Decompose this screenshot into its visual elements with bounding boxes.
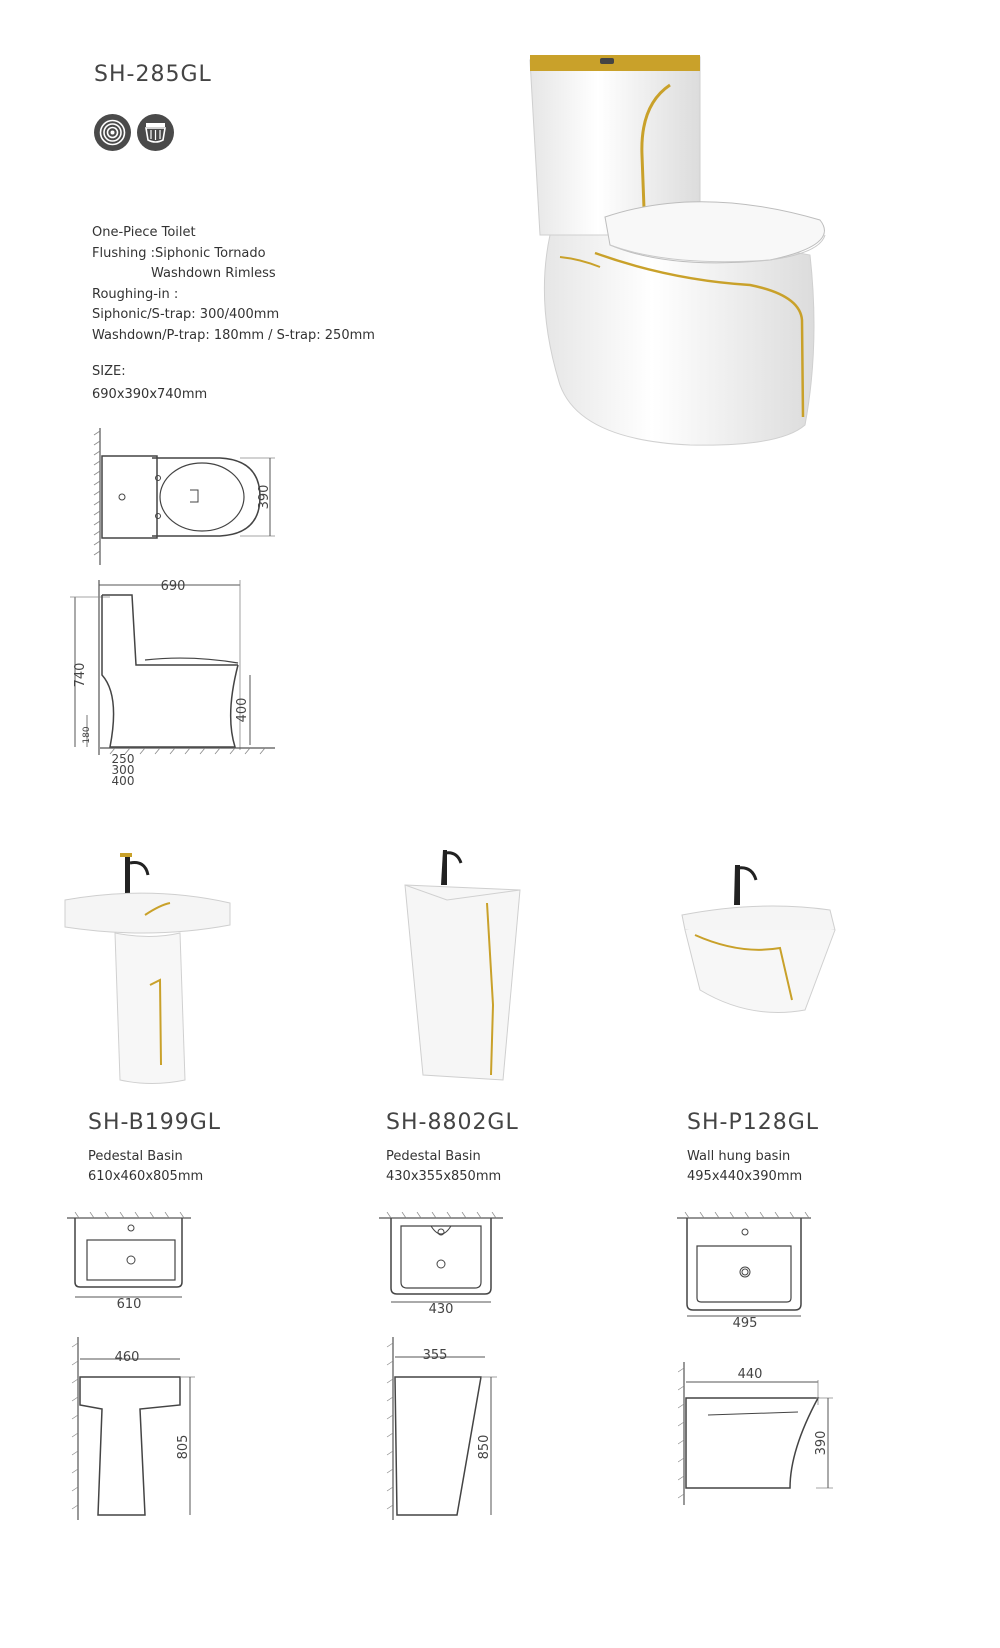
basin2-top-width-label: 430 bbox=[428, 1302, 454, 1317]
basin3-top-width-label: 495 bbox=[732, 1316, 758, 1331]
basin1-type: Pedestal Basin bbox=[88, 1149, 183, 1164]
basin3-model-title: SH-P128GL bbox=[687, 1110, 820, 1135]
toilet-model-title: SH-285GL bbox=[94, 62, 212, 87]
toilet-spec-washdown: Washdown/P-trap: 180mm / S-trap: 250mm bbox=[92, 328, 375, 343]
toilet-spec-roughing: Roughing-in : bbox=[92, 287, 179, 302]
basin1-side-depth-label: 460 bbox=[114, 1350, 140, 1365]
basin3-product-image bbox=[680, 860, 850, 1035]
basin2-side-view-drawing bbox=[385, 1335, 515, 1525]
rimless-bowl-icon bbox=[137, 114, 174, 151]
toilet-side-height-label: 740 bbox=[73, 662, 88, 688]
toilet-outlet-height-label: 400 bbox=[235, 697, 250, 723]
basin3-side-depth-label: 440 bbox=[737, 1367, 763, 1382]
toilet-rough-250: 250 bbox=[111, 752, 135, 766]
toilet-spec-flushing-2: Washdown Rimless bbox=[151, 266, 276, 281]
basin2-side-height-label: 850 bbox=[477, 1434, 492, 1460]
toilet-ptrap-label: 180 bbox=[82, 726, 92, 744]
toilet-spec-siphonic: Siphonic/S-trap: 300/400mm bbox=[92, 307, 280, 322]
basin1-model-title: SH-B199GL bbox=[88, 1110, 222, 1135]
toilet-spec-flushing: Flushing :Siphonic Tornado bbox=[92, 246, 266, 261]
basin1-side-view-drawing bbox=[70, 1335, 210, 1525]
toilet-size-value: 690x390x740mm bbox=[92, 387, 208, 402]
basin2-model-title: SH-8802GL bbox=[386, 1110, 519, 1135]
basin1-top-width-label: 610 bbox=[116, 1297, 142, 1312]
toilet-spec-type: One-Piece Toilet bbox=[92, 225, 196, 240]
toilet-rough-300: 300 bbox=[111, 763, 135, 777]
basin2-type: Pedestal Basin bbox=[386, 1149, 481, 1164]
basin2-side-depth-label: 355 bbox=[422, 1348, 448, 1363]
basin3-side-height-label: 390 bbox=[814, 1430, 829, 1456]
basin2-size: 430x355x850mm bbox=[386, 1169, 502, 1184]
basin2-top-view-drawing bbox=[377, 1212, 507, 1317]
basin3-side-view-drawing bbox=[678, 1360, 848, 1510]
toilet-size-label: SIZE: bbox=[92, 364, 126, 379]
basin1-side-height-label: 805 bbox=[176, 1434, 191, 1460]
basin3-type: Wall hung basin bbox=[687, 1149, 791, 1164]
toilet-side-length-label: 690 bbox=[160, 579, 186, 594]
toilet-product-image bbox=[520, 45, 850, 455]
toilet-top-width-label: 390 bbox=[257, 484, 272, 510]
basin2-product-image bbox=[395, 845, 535, 1090]
tornado-swirl-icon bbox=[94, 114, 131, 151]
toilet-rough-400: 400 bbox=[111, 774, 135, 788]
basin1-size: 610x460x805mm bbox=[88, 1169, 204, 1184]
toilet-top-view-drawing bbox=[90, 420, 290, 575]
basin1-product-image bbox=[60, 845, 240, 1090]
basin3-size: 495x440x390mm bbox=[687, 1169, 803, 1184]
basin3-top-view-drawing bbox=[675, 1212, 815, 1332]
basin1-top-view-drawing bbox=[65, 1212, 195, 1317]
toilet-side-view-drawing bbox=[70, 575, 290, 790]
